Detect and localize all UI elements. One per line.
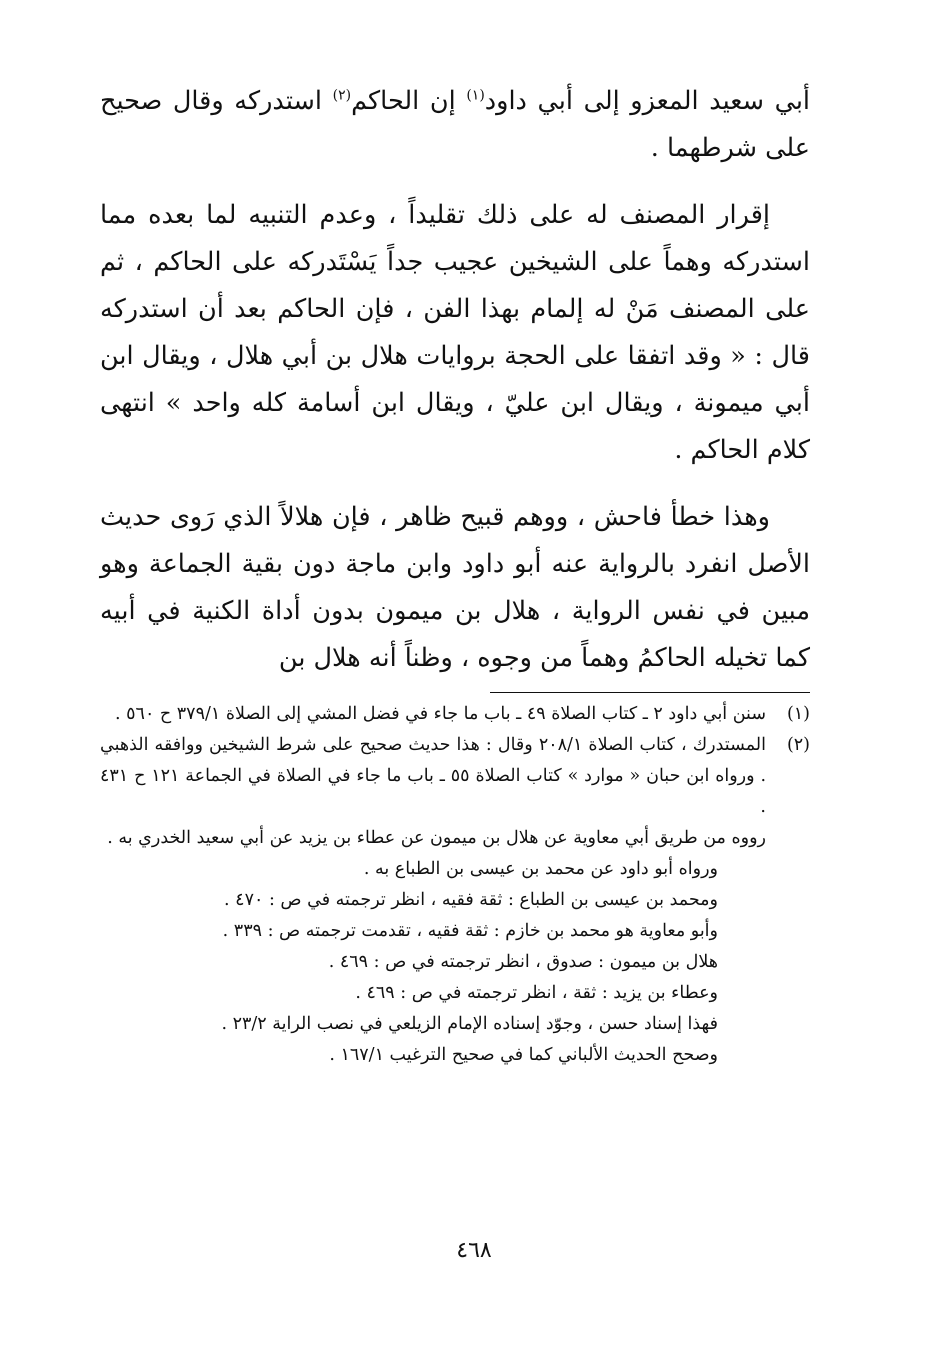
footnote-2-line: وعطاء بن يزيد : ثقة ، انظر ترجمته في ص : ٤٦٩ .	[355, 983, 718, 1003]
footnote-2-line: وصحح الحديث الألباني كما في صحيح الترغيب ١٦٧/١ .	[329, 1045, 718, 1065]
paragraph-1-text-c: استدركه وقال صحيح على شرطهما .	[100, 86, 810, 163]
paragraph-1-text-b: إن الحاكم	[351, 86, 467, 116]
footnote-1-number: (١)	[786, 704, 810, 724]
footnote-separator	[490, 692, 810, 693]
paragraph-gap	[100, 474, 810, 494]
footnote-2-continuation: رووه من طريق أبي معاوية عن هلال بن ميمون عن عطاء بن يزيد عن أبي سعيد الخدري به .	[107, 828, 766, 848]
footnote-ref-2[interactable]: (٢)	[332, 87, 352, 104]
paragraph-gap	[100, 172, 810, 192]
footnote-2	[100, 730, 810, 823]
footnote-2-line: فهذا إسناد حسن ، وجوّد إسناده الإمام الزيلعي في نصب الراية ٢٣/٢ .	[221, 1014, 718, 1034]
footnotes	[100, 699, 810, 1071]
footnote-2-line: ورواه أبو داود عن محمد بن عيسى بن الطباع به .	[363, 859, 718, 879]
footnote-2-line: هلال بن ميمون : صدوق ، انظر ترجمته في ص : ٤٦٩ .	[328, 952, 718, 972]
book-page	[100, 78, 810, 1288]
footnote-1-text: سنن أبي داود ٢ ـ كتاب الصلاة ٤٩ ـ باب ما جاء في فضل المشي إلى الصلاة ٣٧٩/١ ح ٥٦٠ .	[115, 704, 766, 724]
page-number: ٤٦٨	[456, 1238, 492, 1263]
footnote-2-text: المستدرك ، كتاب الصلاة ٢٠٨/١ وقال : هذا حديث صحيح على شرط الشيخين ووافقه الذهبي . ورواه ابن حبان « موارد » كتاب الصلاة ٥٥ ـ باب ما جاء في الصلاة في الجماعة ١٢١ ح ٤٣١ .	[100, 735, 767, 817]
footnote-ref-1[interactable]: (١)	[466, 87, 485, 104]
paragraph-1	[100, 78, 810, 172]
footnote-1	[100, 699, 810, 730]
paragraph-1-text-a: أبي سعيد المعزو إلى أبي داود	[484, 86, 811, 116]
footnote-2-line: ومحمد بن عيسى بن الطباع : ثقة فقيه ، انظر ترجمته في ص : ٤٧٠ .	[224, 890, 718, 910]
paragraph-2: إقرار المصنف له على ذلك تقليداً ، وعدم التنبيه لما بعده مما استدركه وهماً على الشيخين عجيب جداً يَسْتَدركه على الحاكم ، ثم على المصنف مَنْ له إلمام بهذا الفن ، فإن الحاكم بعد أن استدركه قال : « وقد اتفقا على الحجة بروايات هلال بن أبي هلال ، ويقال ابن أبي ميمونة ، ويقال ابن عليّ ، ويقال ابن أسامة كله واحد » انتهى كلام الحاكم .	[100, 200, 810, 465]
footnote-2-line: وأبو معاوية هو محمد بن خازم : ثقة فقيه ، تقدمت ترجمته ص : ٣٣٩ .	[222, 921, 718, 941]
footnote-2-number: (٢)	[786, 735, 810, 755]
paragraph-3: وهذا خطأ فاحش ، ووهم قبيح ظاهر ، فإن هلالاً الذي رَوى حديث الأصل انفرد بالرواية عنه أبو داود وابن ماجة دون بقية الجماعة وهو مبين في نفس الرواية ، هلال بن ميمون بدون أداة الكنية في أبيه كما تخيله الحاكمُ وهماً من وجوه ، وظناً أنه هلال بن	[100, 502, 810, 673]
